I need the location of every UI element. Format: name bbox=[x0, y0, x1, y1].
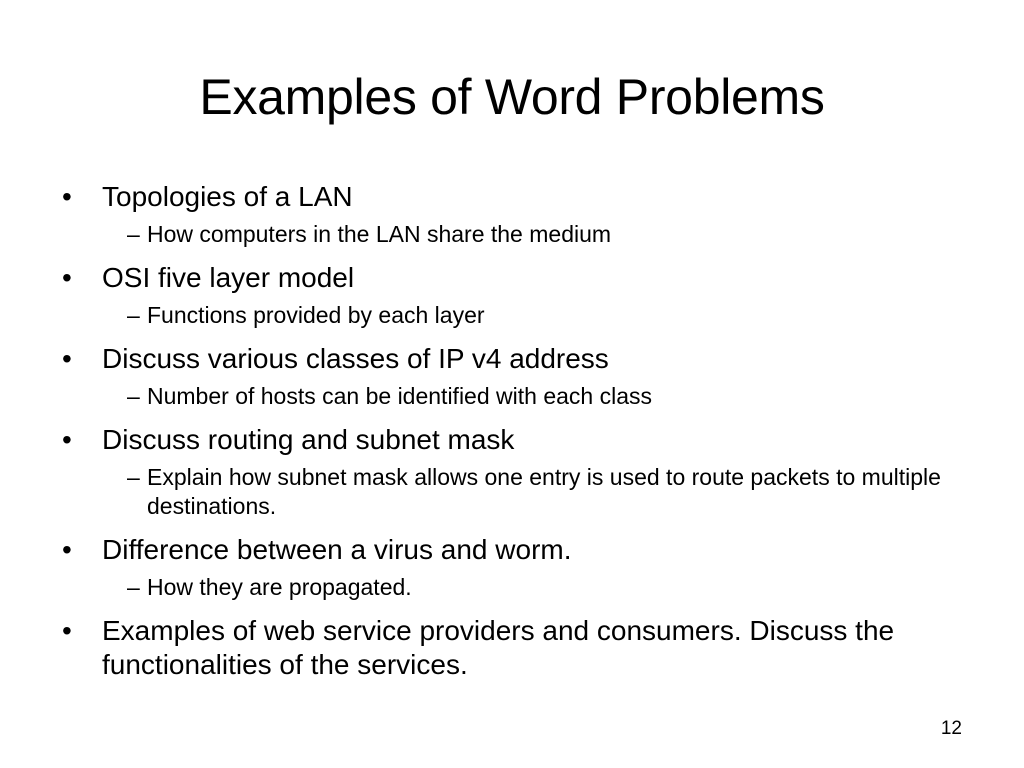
bullet-text: Examples of web service providers and consumers. Discuss the functionalities of the services. bbox=[102, 615, 895, 680]
bullet-marker: • bbox=[62, 534, 72, 565]
sub-bullet-marker: – bbox=[127, 221, 140, 247]
sub-bullet-text: How computers in the LAN share the medium bbox=[147, 221, 612, 247]
bullet-marker: • bbox=[62, 424, 72, 455]
sub-bullet-text: Functions provided by each layer bbox=[147, 302, 485, 328]
sub-bullet-text: Explain how subnet mask allows one entry is used to route packets to multiple destinations. bbox=[147, 464, 941, 519]
bullet-text: Topologies of a LAN bbox=[102, 181, 353, 212]
bullet-item bbox=[60, 423, 980, 457]
sub-bullet-text: Number of hosts can be identified with each class bbox=[147, 383, 652, 409]
bullet-text: Difference between a virus and worm. bbox=[102, 534, 572, 565]
sub-bullet-item bbox=[60, 301, 980, 330]
sub-bullet-marker: – bbox=[127, 383, 140, 409]
bullet-marker: • bbox=[62, 262, 72, 293]
slide-title: Examples of Word Problems bbox=[199, 69, 825, 125]
bullet-marker: • bbox=[62, 181, 72, 212]
bullet-text: Discuss various classes of IP v4 address bbox=[102, 343, 609, 374]
bullet-text: OSI five layer model bbox=[102, 262, 355, 293]
bullet-item bbox=[60, 180, 980, 214]
sub-bullet-marker: – bbox=[127, 464, 140, 490]
sub-bullet-item bbox=[60, 382, 980, 411]
bullet-item bbox=[60, 342, 980, 376]
bullet-item bbox=[60, 261, 980, 295]
sub-bullet-marker: – bbox=[127, 302, 140, 328]
bullet-list bbox=[60, 180, 980, 682]
sub-bullet-item bbox=[60, 220, 980, 249]
bullet-item bbox=[60, 614, 980, 682]
page-number: 12 bbox=[940, 718, 962, 739]
bullet-marker: • bbox=[62, 343, 72, 374]
bullet-item bbox=[60, 533, 980, 567]
sub-bullet-item bbox=[60, 463, 980, 521]
sub-bullet-text: How they are propagated. bbox=[147, 574, 412, 600]
bullet-text: Discuss routing and subnet mask bbox=[102, 424, 515, 455]
sub-bullet-item bbox=[60, 573, 980, 602]
sub-bullet-marker: – bbox=[127, 574, 140, 600]
bullet-marker: • bbox=[62, 615, 72, 646]
